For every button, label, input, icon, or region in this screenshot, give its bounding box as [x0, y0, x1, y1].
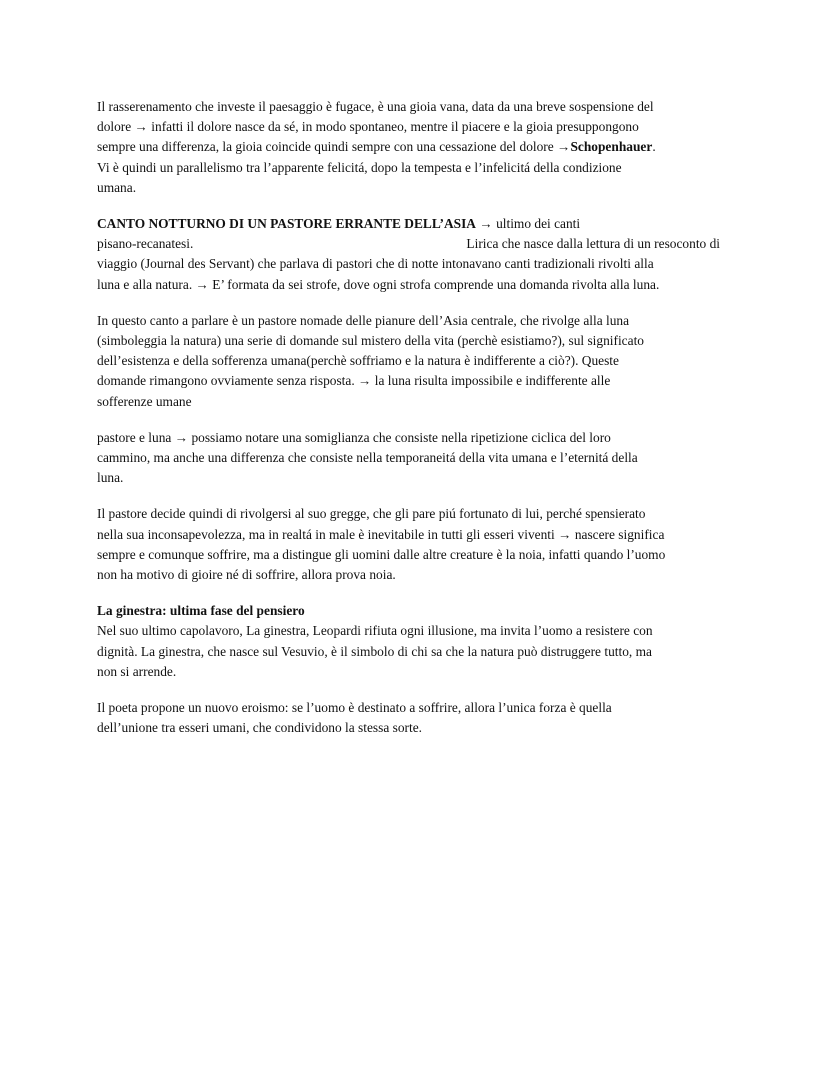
- text-line: Il rasserenamento che investe il paesaggio è fugace, è una gioia vana, data da una breve sospensione del: [97, 99, 654, 114]
- ginestra-heading: La ginestra: ultima fase del pensiero: [97, 603, 305, 619]
- text-line: non si arrende.: [97, 663, 177, 679]
- text-line: dolore → infatti il dolore nasce da sé, in modo spontaneo, mentre il piacere e la gioia presuppongono: [97, 119, 639, 135]
- section-canto-notturno: [97, 214, 748, 295]
- text-line: dell’esistenza e della sofferenza umana(perchè soffriamo e la natura è indifferente a ciò?). Queste: [97, 353, 619, 369]
- text-line: nella sua inconsapevolezza, ma in realtá in male è inevitabile in tutti gli esseri viventi → nascere significa: [97, 526, 665, 542]
- text-line: sofferenze umane: [97, 393, 192, 409]
- text-line: luna.: [97, 470, 124, 486]
- text-line: In questo canto a parlare è un pastore nomade delle pianure dell’Asia centrale, che rivolge alla luna: [97, 312, 630, 328]
- text-line: dignità. La ginestra, che nasce sul Vesuvio, è il simbolo di chi sa che la natura può distruggere tutto, ma: [97, 643, 652, 659]
- text-line: Nel suo ultimo capolavoro, La ginestra, Leopardi rifiuta ogni illusione, ma invita l’uomo a resistere con: [97, 623, 653, 639]
- paragraph-pastore-nomade: [97, 311, 748, 412]
- text-line: [97, 137, 748, 157]
- text-segment: sempre una differenza, la gioia coincide quindi sempre con una cessazione del dolore →: [97, 139, 571, 155]
- text-line: (simboleggia la natura) una serie di domande sul mistero della vita (perchè esistiamo?), sul significato: [97, 333, 644, 349]
- text-line: [97, 214, 748, 234]
- text-line: pastore e luna → possiamo notare una somiglianza che consiste nella ripetizione ciclica del loro: [97, 429, 611, 445]
- text-line: dell’unione tra esseri umani, che condividono la stessa sorte.: [97, 720, 423, 736]
- paragraph-rasserenamento: [97, 97, 748, 198]
- paragraph-gregge: [97, 504, 748, 585]
- text-line: domande rimangono ovviamente senza risposta. → la luna risulta impossibile e indifferente alle: [97, 373, 611, 389]
- text-segment: pisano-recanatesi.: [97, 236, 194, 252]
- text-line: Il poeta propone un nuovo eroismo: se l’uomo è destinato a soffrire, allora l’unica forza è quella: [97, 700, 612, 716]
- paragraph-pastore-luna: [97, 428, 748, 489]
- text-line: viaggio (Journal des Servant) che parlava di pastori che di notte intonavano canti tradizionali rivolti alla: [97, 256, 654, 272]
- text-line: sempre e comunque soffrire, ma a distingue gli uomini dalle altre creature è la noia, infatti quando l’uomo: [97, 546, 666, 562]
- paragraph-nuovo-eroismo: [97, 698, 748, 738]
- section-ginestra: [97, 601, 748, 682]
- text-line: Vi è quindi un parallelismo tra l’apparente felicitá, dopo la tempesta e l’infelicitá della condizione: [97, 159, 622, 175]
- text-segment: → ultimo dei canti: [475, 216, 581, 232]
- text-line: Il pastore decide quindi di rivolgersi al suo gregge, che gli pare piú fortunato di lui, perché spensierato: [97, 506, 646, 522]
- text-line: umana.: [97, 179, 137, 195]
- text-line: [97, 234, 720, 254]
- text-segment: .: [652, 139, 656, 155]
- text-line: luna e alla natura. → E’ formata da sei strofe, dove ogni strofa comprende una domanda rivolta alla luna.: [97, 276, 660, 292]
- canto-heading: CANTO NOTTURNO DI UN PASTORE ERRANTE DELL’ASIA: [97, 216, 476, 232]
- text-line: cammino, ma anche una differenza che consiste nella temporaneitá della vita umana e l’eternitá della: [97, 450, 638, 466]
- text-segment: Lirica che nasce dalla lettura di un resoconto di: [466, 236, 720, 252]
- schopenhauer-bold: Schopenhauer: [570, 139, 653, 155]
- text-line: non ha motivo di gioire né di soffrire, allora prova noia.: [97, 567, 396, 583]
